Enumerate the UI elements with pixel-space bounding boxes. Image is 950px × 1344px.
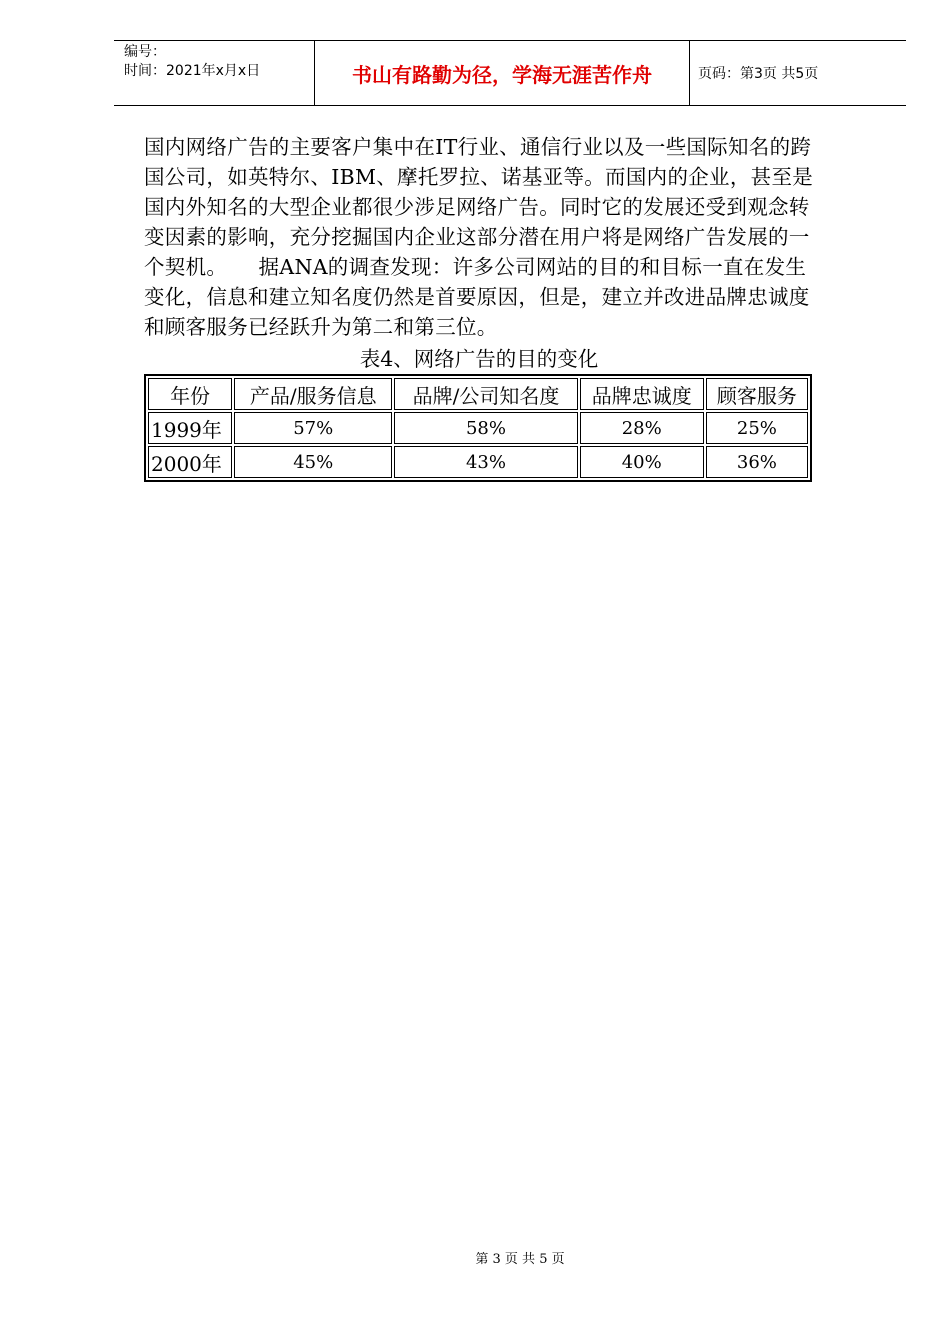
table-caption: 表4、网络广告的目的变化 [359,347,599,371]
table-cell: 36% [706,446,808,478]
header-meta [114,41,315,105]
column-header-brand-awareness: 品牌/公司知名度 [394,378,577,410]
table-cell-year: 1999年 [148,412,232,444]
table-row [148,446,808,478]
table-cell: 40% [580,446,704,478]
ad-purpose-table [144,374,812,482]
table-header-row [148,378,808,410]
header-motto-cell [315,41,690,105]
page-footer: 第 3 页 共 5 页 [475,1252,565,1267]
header-motto: 书山有路勤为径，学海无涯苦作舟 [352,62,652,87]
table-cell: 58% [394,412,577,444]
table-cell: 25% [706,412,808,444]
body-paragraph: 国内网络广告的主要客户集中在IT行业、通信行业以及一些国际知名的跨国公司，如英特尔、IBM、摩托罗拉、诺基亚等。而国内的企业，甚至是国内外知名的大型企业都很少涉足网络广告。同时它的发展还受到观念转变因素的影响，充分挖掘国内企业这部分潜在用户将是网络广告发展的一个契机。 据ANA的调查发现：许多公司网站的目的和目标一直在发生变化，信息和建立知名度仍然是首要原因，但是，建立并改进品牌忠诚度和顾客服务已经跃升为第二和第三位。 [144,135,814,339]
page-header [114,40,906,106]
table-cell: 43% [394,446,577,478]
table-cell: 45% [234,446,392,478]
time-label: 时间：2021年x月x日 [124,63,261,79]
column-header-brand-loyalty: 品牌忠诚度 [580,378,704,410]
column-header-year: 年份 [148,378,232,410]
column-header-customer-service: 顾客服务 [706,378,808,410]
table-cell: 57% [234,412,392,444]
header-page-info: 页码：第3页 共5页 [698,66,819,82]
table-row [148,412,808,444]
table-cell-year: 2000年 [148,446,232,478]
document-body [144,132,814,482]
column-header-product-info: 产品/服务信息 [234,378,392,410]
number-label: 编号： [124,44,166,60]
table-cell: 28% [580,412,704,444]
